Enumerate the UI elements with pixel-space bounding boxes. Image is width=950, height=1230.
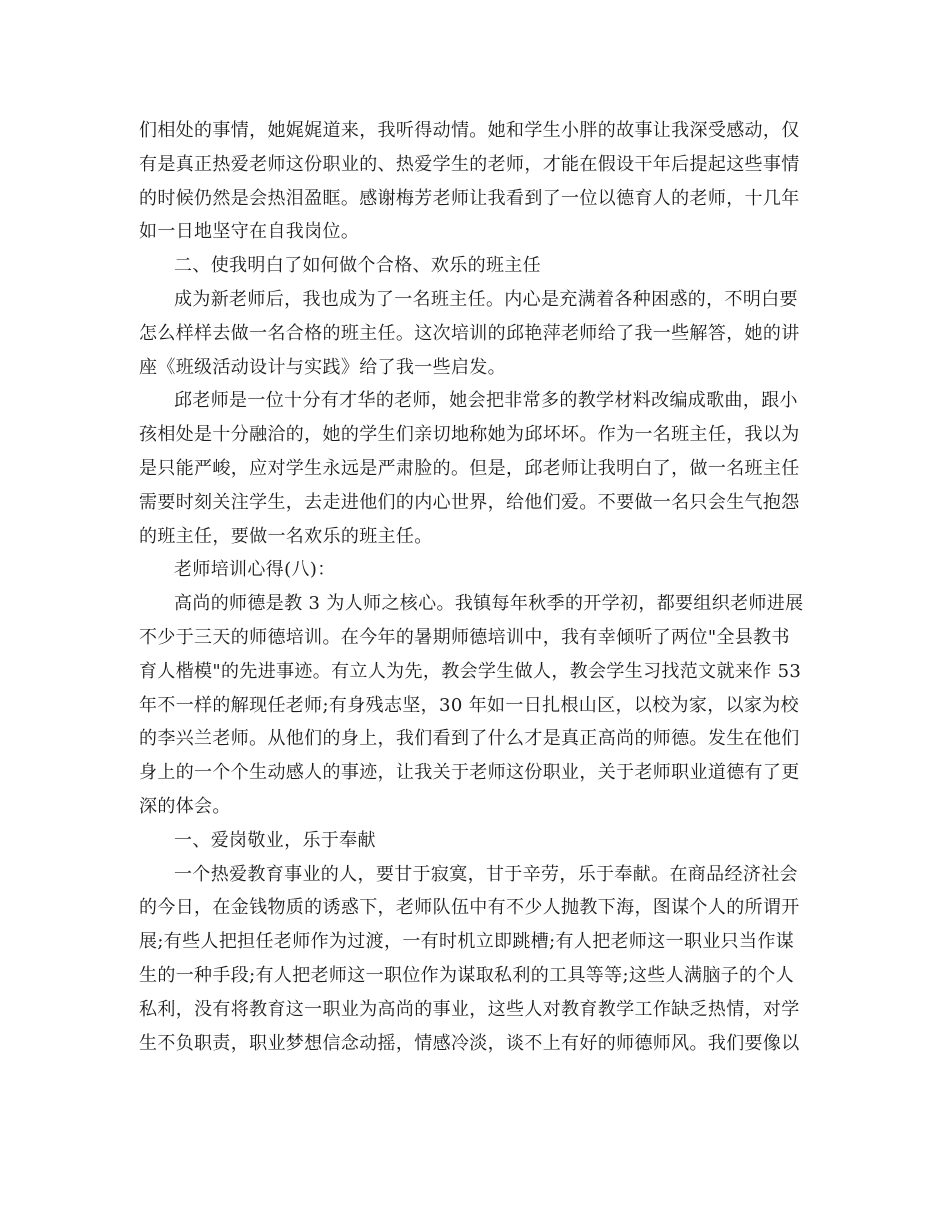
text-line: 邱老师是一位十分有才华的老师，她会把非常多的教学材料改编成歌曲，跟小: [174, 390, 798, 412]
text-line: 有是真正热爱老师这份职业的、热爱学生的老师，才能在假设干年后提起这些事情: [139, 153, 800, 175]
text-line: 一个热爱教育事业的人，要甘于寂寞，甘于辛劳，乐于奉献。在商品经济社会: [174, 863, 798, 885]
text-line: 的班主任，要做一名欢乐的班主任。: [139, 525, 433, 547]
text-line: 孩相处是十分融洽的，她的学生们亲切地称她为邱坏坏。作为一名班主任，我以为: [139, 424, 800, 446]
text-line: 的李兴兰老师。从他们的身上，我们看到了什么才是真正高尚的师德。发生在他们: [139, 728, 800, 750]
text-line: 座《班级活动设计与实践》给了我一些启发。: [139, 356, 506, 378]
text-line: 私利，没有将教育这一职业为高尚的事业，这些人对教育教学工作缺乏热情，对学: [139, 998, 800, 1020]
text-line: 怎么样样去做一名合格的班主任。这次培训的邱艳萍老师给了我一些解答，她的讲: [139, 322, 800, 344]
text-line: 年不一样的解现任老师;有身残志坚，30 年如一日扎根山区，以校为家，以家为校: [139, 694, 799, 716]
text-line: 育人楷模"的先进事迹。有立人为先，教会学生做人，教会学生习找范文就来作 53: [139, 660, 802, 682]
document-body: [139, 114, 811, 1060]
text-line: 的时候仍然是会热泪盈眶。感谢梅芳老师让我看到了一位以德育人的老师，十几年: [139, 187, 800, 209]
text-line: 生的一种手段;有人把老师这一职位作为谋取私利的工具等等;这些人满脑子的个人: [139, 964, 795, 986]
text-line: 如一日地坚守在自我岗位。: [139, 221, 360, 243]
text-line: 深的体会。: [139, 795, 231, 817]
text-line: 成为新老师后，我也成为了一名班主任。内心是充满着各种困惑的，不明白要: [174, 288, 798, 310]
section-heading: 老师培训心得(八)：: [174, 559, 336, 581]
section-heading: 一、爱岗敬业，乐于奉献: [174, 829, 376, 851]
text-line: 需要时刻关注学生，去走进他们的内心世界，给他们爱。不要做一名只会生气抱怨: [139, 491, 800, 513]
text-line: 不少于三天的师德培训。在今年的暑期师德培训中，我有幸倾听了两位"全县教书: [139, 626, 790, 648]
text-line: 的今日，在金钱物质的诱惑下，老师队伍中有不少人抛教下海，图谋个人的所谓开: [139, 897, 800, 919]
text-line: 是只能严峻，应对学生永远是严肃脸的。但是，邱老师让我明白了，做一名班主任: [139, 457, 800, 479]
text-line: 身上的一个个生动感人的事迹，让我关于老师这份职业，关于老师职业道德有了更: [139, 762, 800, 784]
text-line: 高尚的师德是教 3 为人师之核心。我镇每年秋季的开学初，都要组织老师进展: [174, 593, 804, 615]
text-line: 展;有些人把担任老师作为过渡，一有时机立即跳槽;有人把老师这一职业只当作谋: [139, 931, 795, 953]
text-line: 们相处的事情，她娓娓道来，我听得动情。她和学生小胖的故事让我深受感动，仅: [139, 120, 800, 141]
text-line: 生不负职责，职业梦想信念动摇，情感冷淡，谈不上有好的师德师风。我们要像以: [139, 1032, 800, 1054]
section-heading: 二、使我明白了如何做个合格、欢乐的班主任: [174, 255, 541, 277]
